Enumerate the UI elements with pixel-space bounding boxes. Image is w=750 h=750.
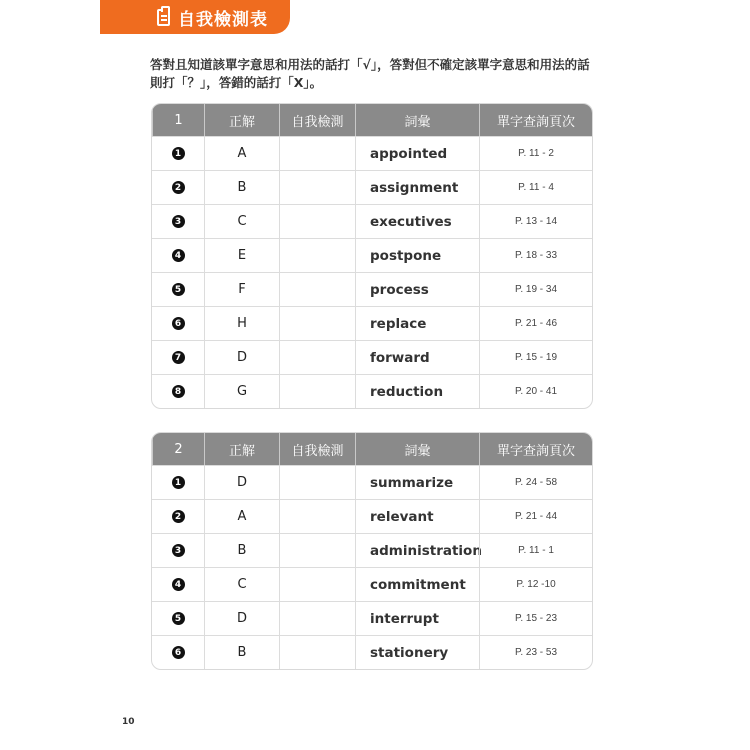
page-reference: P. 12 -10 bbox=[516, 579, 556, 590]
correct-answer: D bbox=[236, 350, 247, 365]
question-number-cell bbox=[152, 137, 204, 170]
self-check-cell[interactable] bbox=[279, 239, 355, 272]
question-number-badge: 6 bbox=[172, 646, 185, 659]
self-check-cell[interactable] bbox=[279, 466, 355, 499]
vocabulary-word: process bbox=[370, 281, 429, 298]
question-number-badge: 5 bbox=[172, 283, 185, 296]
self-check-cell[interactable] bbox=[279, 375, 355, 408]
section-header bbox=[100, 0, 290, 34]
vocabulary-word: replace bbox=[370, 315, 427, 332]
vocabulary-word: reduction bbox=[370, 383, 444, 400]
page-reference: P. 23 - 53 bbox=[514, 647, 558, 658]
answer-cell bbox=[204, 273, 279, 306]
page-lookup-cell bbox=[479, 466, 592, 499]
vocabulary-word: commitment bbox=[370, 576, 466, 593]
vocabulary-word: postpone bbox=[370, 247, 442, 264]
table-row bbox=[152, 635, 592, 669]
vocabulary-cell bbox=[355, 273, 479, 306]
table-section-number: 1 bbox=[152, 104, 204, 136]
table-row bbox=[152, 306, 592, 340]
page-lookup-column-header: 單字查詢頁次 bbox=[479, 104, 592, 136]
self-check-cell[interactable] bbox=[279, 341, 355, 374]
table-header-row bbox=[152, 433, 592, 465]
vocabulary-cell bbox=[355, 171, 479, 204]
question-number-cell bbox=[152, 205, 204, 238]
table-row bbox=[152, 533, 592, 567]
page-lookup-cell bbox=[479, 171, 592, 204]
page-reference: P. 21 - 44 bbox=[514, 511, 558, 522]
self-check-cell[interactable] bbox=[279, 602, 355, 635]
question-number-badge: 4 bbox=[172, 249, 185, 262]
question-number-cell bbox=[152, 602, 204, 635]
vocabulary-cell bbox=[355, 466, 479, 499]
vocabulary-cell bbox=[355, 239, 479, 272]
page-lookup-cell bbox=[479, 500, 592, 533]
page-lookup-cell bbox=[479, 239, 592, 272]
question-number-cell bbox=[152, 273, 204, 306]
answer-cell bbox=[204, 307, 279, 340]
table-row bbox=[152, 499, 592, 533]
correct-answer: A bbox=[237, 146, 247, 161]
vocabulary-word: relevant bbox=[370, 508, 434, 525]
vocabulary-word: summarize bbox=[370, 474, 454, 491]
question-number-badge: 2 bbox=[172, 181, 185, 194]
page-reference: P. 11 - 2 bbox=[518, 148, 554, 159]
page-reference: P. 15 - 19 bbox=[514, 352, 558, 363]
answer-cell bbox=[204, 602, 279, 635]
self-check-table-1 bbox=[151, 103, 593, 409]
question-number-cell bbox=[152, 239, 204, 272]
correct-answer: B bbox=[237, 543, 247, 558]
page-lookup-cell bbox=[479, 375, 592, 408]
vocabulary-cell bbox=[355, 341, 479, 374]
question-number-badge: 8 bbox=[172, 385, 185, 398]
page-reference: P. 11 - 4 bbox=[518, 182, 554, 193]
correct-answer: E bbox=[237, 248, 247, 263]
vocabulary-cell bbox=[355, 534, 482, 567]
question-number-badge: 3 bbox=[172, 215, 185, 228]
vocabulary-word: assignment bbox=[370, 179, 459, 196]
answer-column-header: 正解 bbox=[204, 104, 279, 136]
question-number-badge: 5 bbox=[172, 612, 185, 625]
answer-column-header: 正解 bbox=[204, 433, 279, 465]
answer-cell bbox=[204, 636, 279, 669]
table-row bbox=[152, 238, 592, 272]
self-check-column-header: 自我檢測 bbox=[279, 104, 355, 136]
question-number-cell bbox=[152, 466, 204, 499]
page-lookup-cell bbox=[479, 568, 592, 601]
correct-answer: D bbox=[236, 475, 247, 490]
question-number-cell bbox=[152, 171, 204, 204]
page-reference: P. 18 - 33 bbox=[514, 250, 558, 261]
question-number-badge: 1 bbox=[172, 147, 185, 160]
question-number-cell bbox=[152, 500, 204, 533]
answer-cell bbox=[204, 205, 279, 238]
page-lookup-cell bbox=[479, 602, 592, 635]
correct-answer: F bbox=[238, 282, 246, 297]
answer-cell bbox=[204, 568, 279, 601]
answer-cell bbox=[204, 239, 279, 272]
self-check-cell[interactable] bbox=[279, 568, 355, 601]
vocabulary-cell bbox=[355, 500, 479, 533]
vocabulary-cell bbox=[355, 307, 479, 340]
answer-cell bbox=[204, 137, 279, 170]
question-number-badge: 1 bbox=[172, 476, 185, 489]
correct-answer: C bbox=[237, 214, 247, 229]
page-lookup-cell bbox=[479, 534, 592, 567]
self-check-cell[interactable] bbox=[279, 205, 355, 238]
question-number-cell bbox=[152, 341, 204, 374]
page-reference: P. 24 - 58 bbox=[514, 477, 558, 488]
correct-answer: D bbox=[236, 611, 247, 626]
question-number-cell bbox=[152, 534, 204, 567]
table-header-row bbox=[152, 104, 592, 136]
vocabulary-word: executives bbox=[370, 213, 452, 230]
table-row bbox=[152, 272, 592, 306]
vocabulary-column-header: 詞彙 bbox=[355, 104, 479, 136]
answer-cell bbox=[204, 341, 279, 374]
correct-answer: C bbox=[237, 577, 247, 592]
table-row bbox=[152, 374, 592, 408]
question-number-cell bbox=[152, 375, 204, 408]
correct-answer: B bbox=[237, 645, 247, 660]
self-check-cell[interactable] bbox=[279, 273, 355, 306]
instructions-text: 答對且知道該單字意思和用法的話打「√」，答對但不確定該單字意思和用法的話則打「？」，答錯的話打「X」。 bbox=[150, 57, 590, 90]
page-lookup-cell bbox=[479, 636, 592, 669]
vocabulary-cell bbox=[355, 137, 479, 170]
clipboard-icon bbox=[157, 9, 170, 26]
self-check-cell[interactable] bbox=[279, 137, 355, 170]
question-number-badge: 6 bbox=[172, 317, 185, 330]
table-row bbox=[152, 204, 592, 238]
vocabulary-cell bbox=[355, 205, 479, 238]
answer-cell bbox=[204, 534, 279, 567]
page-reference: P. 15 - 23 bbox=[514, 613, 558, 624]
answer-cell bbox=[204, 500, 279, 533]
table-row bbox=[152, 567, 592, 601]
question-number-badge: 7 bbox=[172, 351, 185, 364]
table-row bbox=[152, 170, 592, 204]
vocabulary-cell bbox=[355, 375, 479, 408]
page-lookup-cell bbox=[479, 137, 592, 170]
self-check-column-header: 自我檢測 bbox=[279, 433, 355, 465]
self-check-cell[interactable] bbox=[279, 534, 355, 567]
vocabulary-cell bbox=[355, 636, 479, 669]
table-row bbox=[152, 136, 592, 170]
self-check-cell[interactable] bbox=[279, 171, 355, 204]
table-row bbox=[152, 601, 592, 635]
self-check-cell[interactable] bbox=[279, 636, 355, 669]
answer-cell bbox=[204, 466, 279, 499]
vocabulary-word: appointed bbox=[370, 145, 448, 162]
correct-answer: G bbox=[236, 384, 248, 399]
self-check-cell[interactable] bbox=[279, 307, 355, 340]
page-lookup-cell bbox=[479, 205, 592, 238]
table-section-number: 2 bbox=[152, 433, 204, 465]
answer-cell bbox=[204, 171, 279, 204]
page-reference: P. 13 - 14 bbox=[514, 216, 558, 227]
table-row bbox=[152, 465, 592, 499]
vocabulary-cell bbox=[355, 568, 479, 601]
question-number-cell bbox=[152, 636, 204, 669]
vocabulary-word: administration bbox=[370, 542, 482, 559]
section-title: 自我檢測表 bbox=[178, 9, 268, 30]
question-number-cell bbox=[152, 307, 204, 340]
page-number: 10 bbox=[122, 717, 135, 727]
answer-cell bbox=[204, 375, 279, 408]
question-number-badge: 2 bbox=[172, 510, 185, 523]
page-reference: P. 21 - 46 bbox=[514, 318, 558, 329]
question-number-badge: 4 bbox=[172, 578, 185, 591]
page-lookup-column-header: 單字查詢頁次 bbox=[479, 433, 592, 465]
correct-answer: A bbox=[237, 509, 247, 524]
page-lookup-cell bbox=[479, 307, 592, 340]
page-reference: P. 11 - 1 bbox=[518, 545, 554, 556]
table-row bbox=[152, 340, 592, 374]
vocabulary-word: forward bbox=[370, 349, 430, 366]
correct-answer: H bbox=[237, 316, 247, 331]
vocabulary-cell bbox=[355, 602, 479, 635]
page-lookup-cell bbox=[479, 273, 592, 306]
page-reference: P. 20 - 41 bbox=[514, 386, 558, 397]
self-check-table-2 bbox=[151, 432, 593, 670]
question-number-cell bbox=[152, 568, 204, 601]
vocabulary-word: interrupt bbox=[370, 610, 439, 627]
vocabulary-column-header: 詞彙 bbox=[355, 433, 479, 465]
page-lookup-cell bbox=[479, 341, 592, 374]
page-reference: P. 19 - 34 bbox=[514, 284, 558, 295]
question-number-badge: 3 bbox=[172, 544, 185, 557]
correct-answer: B bbox=[237, 180, 247, 195]
self-check-cell[interactable] bbox=[279, 500, 355, 533]
vocabulary-word: stationery bbox=[370, 644, 449, 661]
